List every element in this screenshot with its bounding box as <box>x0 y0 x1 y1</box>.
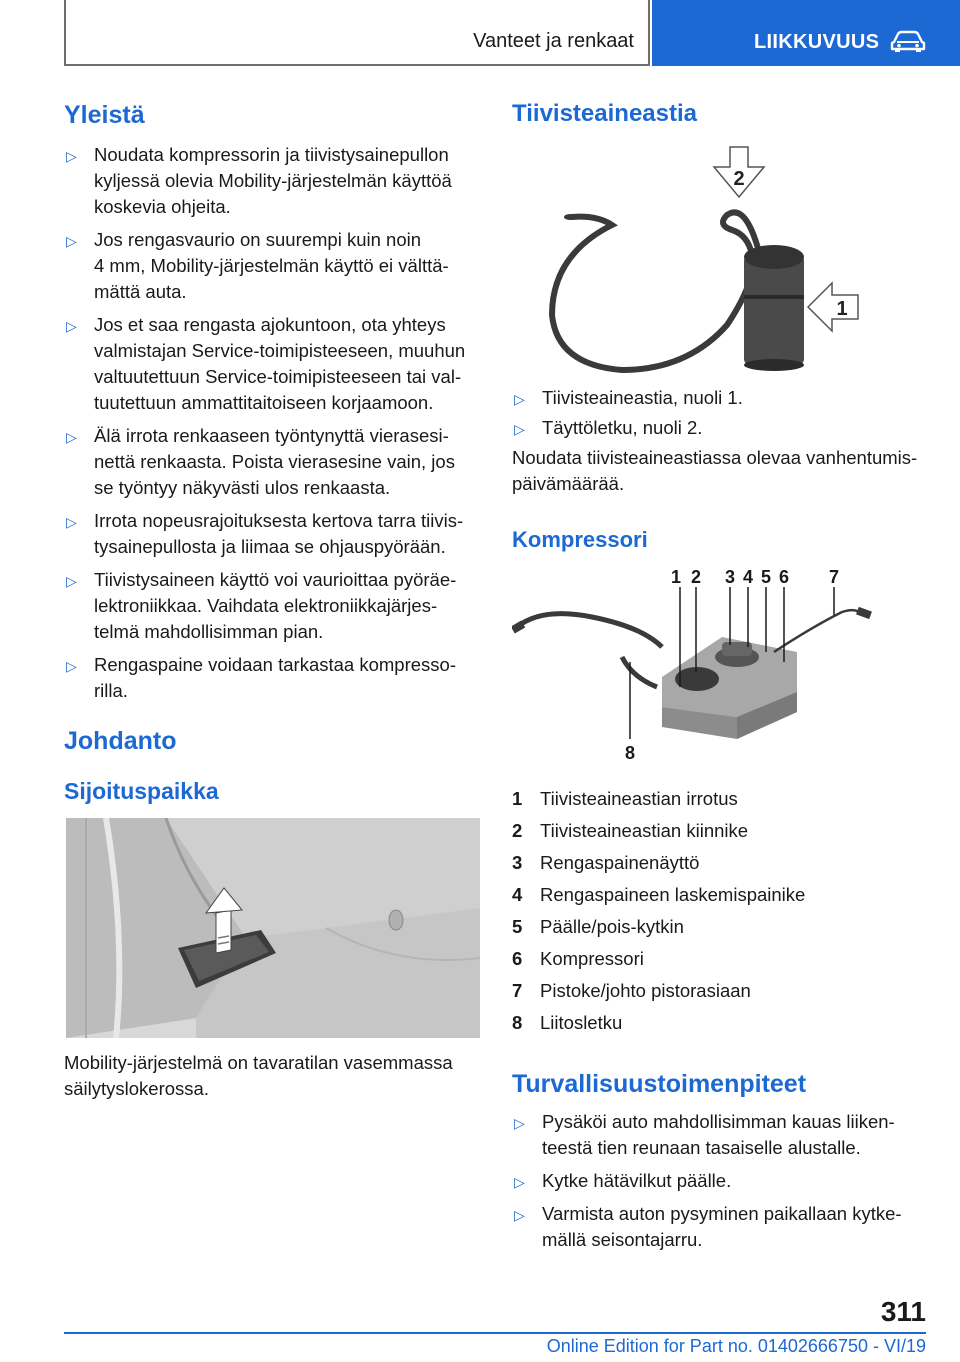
bullet-item: ▷ Rengaspaine voidaan tarkastaa kompresso- rilla. <box>66 654 456 701</box>
sealant-container-illustration <box>512 145 926 375</box>
header-section-title: Vanteet ja renkaat <box>473 30 634 52</box>
bullet-item: ▷ Kytke hätävilkut päälle. <box>512 1168 926 1194</box>
triangle-bullet-icon: ▷ <box>514 1207 525 1224</box>
list-item: 8 Liitosletku <box>512 1012 623 1034</box>
triangle-bullet-icon: ▷ <box>66 573 77 589</box>
footer-divider <box>64 1332 926 1334</box>
compressor-parts-list <box>512 783 926 1039</box>
bullet-item: ▷ Täyttöletku, nuoli 2. <box>512 415 926 441</box>
arrow-2-label: 2 <box>733 167 745 190</box>
list-item: 4 Rengaspaineen laskemispainike <box>512 884 806 906</box>
bullet-item: ▷ Älä irrota renkaaseen työntynyttä vierasesi- nettä renkaasta. Poista vierasesine vain, jos se työntyy näkyvästi ulos renkaasta. <box>66 425 455 498</box>
list-item: 7 Pistoke/johto pistorasiaan <box>512 980 751 1002</box>
triangle-bullet-icon: ▷ <box>66 658 77 674</box>
tiivisteaineastia-bullet-list <box>512 385 926 441</box>
arrow-1-label: 1 <box>836 297 848 320</box>
bullet-item: ▷ Noudata kompressorin ja tiivistysainepullon kyljessä olevia Mobility-järjestelmän käyttöä koskevia ohjeita. <box>66 144 452 217</box>
turvallisuus-bullet-list <box>512 1109 926 1253</box>
header-section-box <box>64 0 650 66</box>
subsection-title-kompressori: Kompressori <box>512 526 648 552</box>
callout-2: 2 <box>690 567 702 588</box>
callout-3: 3 <box>724 567 736 588</box>
compressor-illustration <box>512 567 926 777</box>
section-title-tiivisteaineastia: Tiivisteaineastia <box>512 100 697 127</box>
bullet-item: ▷ Pysäköi auto mahdollisimman kauas liiken- teestä tien reunaan tasaiselle alustalle. <box>514 1111 895 1159</box>
callout-6: 6 <box>778 567 790 588</box>
trunk-storage-photo <box>66 818 480 1038</box>
header-chapter-box <box>652 0 960 66</box>
section-title-johdanto: Johdanto <box>64 727 177 755</box>
sijoituspaikka-caption: Mobility-järjestelmä on tavaratilan vasemmassa säilytyslokerossa. <box>64 1051 453 1099</box>
left-column <box>64 100 478 1102</box>
footer-edition: Online Edition for Part no. 01402666750 - VI/19 <box>546 1336 926 1356</box>
car-icon <box>890 30 926 52</box>
page-number: 311 <box>880 1296 926 1327</box>
callout-7: 7 <box>828 567 840 588</box>
bullet-item: ▷ Irrota nopeusrajoituksesta kertova tarra tiivis- tysainepullosta ja liimaa se ohjauspyörään. <box>66 510 464 557</box>
triangle-bullet-icon: ▷ <box>514 1115 525 1132</box>
triangle-bullet-icon: ▷ <box>66 318 77 334</box>
triangle-bullet-icon: ▷ <box>66 148 77 164</box>
callout-5: 5 <box>760 567 772 588</box>
list-item: 3 Rengaspainenäyttö <box>512 852 700 874</box>
triangle-bullet-icon: ▷ <box>514 1174 525 1191</box>
callout-4: 4 <box>742 567 754 588</box>
right-column <box>512 100 926 1260</box>
list-item: 5 Päälle/pois-kytkin <box>512 916 684 938</box>
list-item: 1 Tiivisteaineastian irrotus <box>512 788 738 810</box>
triangle-bullet-icon: ▷ <box>514 420 525 437</box>
triangle-bullet-icon: ▷ <box>66 429 77 445</box>
list-item: 2 Tiivisteaineastian kiinnike <box>512 820 749 842</box>
triangle-bullet-icon: ▷ <box>66 514 77 530</box>
triangle-bullet-icon: ▷ <box>514 390 525 407</box>
tiivisteaineastia-note: Noudata tiivisteaineastiassa olevaa vanhentumis- päivämäärää. <box>512 446 918 494</box>
section-title-yleista: Yleistä <box>64 101 145 129</box>
bullet-item: ▷ Jos rengasvaurio on suurempi kuin noin 4 mm, Mobility-järjestelmän käyttö ei välttä- mättä auta. <box>66 229 449 302</box>
subsection-title-sijoituspaikka: Sijoituspaikka <box>64 778 219 804</box>
triangle-bullet-icon: ▷ <box>66 233 77 249</box>
header-chapter-title: LIIKKUVUUS <box>754 31 880 53</box>
bullet-item: ▷ Varmista auton pysyminen paikallaan kytke- mällä seisontajarru. <box>514 1203 902 1251</box>
section-title-turvallisuustoimenpiteet: Turvallisuustoimenpiteet <box>512 1070 807 1099</box>
callout-1: 1 <box>670 567 682 588</box>
bullet-item: ▷ Jos et saa rengasta ajokuntoon, ota yhteys valmistajan Service-toimipisteeseen, muuhun valtuutettuun Service-toimipisteeseen tai val- tuutettuun ammattitaitoiseen korjaamoon. <box>66 314 466 413</box>
yleista-bullet-list <box>64 142 478 704</box>
callout-8: 8 <box>624 743 636 764</box>
bullet-item: ▷ Tiivisteaineastia, nuoli 1. <box>512 385 926 411</box>
bullet-item: ▷ Tiivistysaineen käyttö voi vaurioittaa pyöräe- lektroniikkaa. Vaihdata elektroniikkajärjes- telmä mahdollisimman pian. <box>66 569 457 642</box>
list-item: 6 Kompressori <box>512 948 644 970</box>
